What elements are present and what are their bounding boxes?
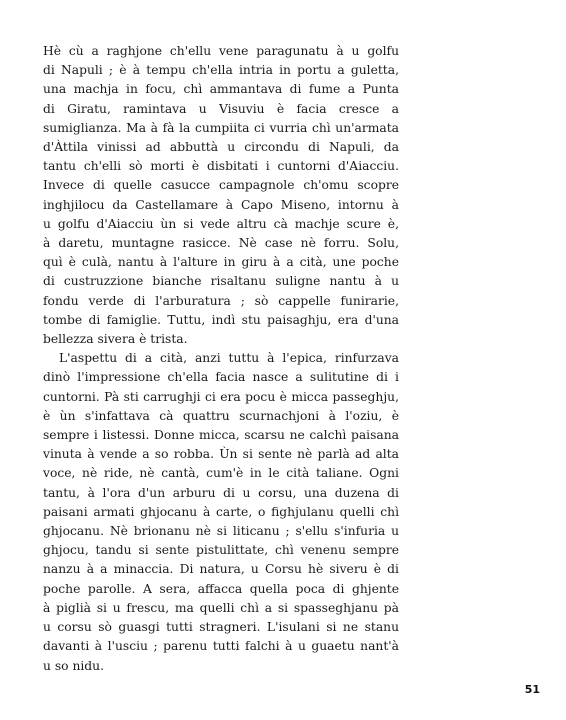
text-line: ghjocu, tandu si sente pistulittate, chì venenu sempre [43,543,399,558]
page-number: 51 [524,683,540,696]
text-line: di Napuli ; è à tempu ch'ella intria in portu a guletta, [43,63,399,78]
text-line: à daretu, muntagne rasicce. Nè case nè forru. Solu, [43,236,399,251]
text-line: paisani armati ghjocanu à carte, o fighjulanu quelli chì [43,504,399,519]
text-line: Invece di quelle casucce campagnole ch'omu scopre [43,178,399,193]
paragraph-1 [43,42,399,349]
text-line: tantu ch'elli sò morti è disbitati i cuntorni d'Aiacciu. [43,159,399,174]
text-line: cuntorni. Pà sti carrughji ci era pocu è micca passeghju, [43,389,399,404]
text-line: ghjocanu. Nè brionanu nè si liticanu ; s'ellu s'infuria u [43,524,399,539]
text-line: quì è culà, nantu à l'alture in giru à a cità, une poche [43,255,399,270]
body-text [43,42,399,676]
text-line: di Giratu, ramintava u Visuviu è facia cresce a [43,101,399,116]
text-line: tantu, à l'ora d'un arburu di u corsu, una duzena di [43,485,399,500]
text-line: à piglià si u frescu, ma quelli chì a si spasseghjanu pà [43,600,399,615]
text-line: u so nidu. [43,658,105,673]
text-line: d'Àttila vinissi ad abbuttà u circondu di Napuli, da [43,140,399,155]
text-line: bellezza sivera è trista. [43,332,188,347]
text-line: voce, nè ride, nè cantà, cum'è in le cità taliane. Ogni [43,466,399,481]
text-line: vinuta à vende a so robba. Ùn si sente nè parlà ad alta [43,447,399,462]
text-line: poche parolle. A sera, affacca quella poca di ghjente [43,581,399,596]
text-line: davanti à l'usciu ; parenu tutti falchi à u guaetu nant'à [43,639,399,654]
text-line: u golfu d'Aiacciu ùn si vede altru cà machje scure è, [43,216,399,231]
text-line: è ùn s'infattava cà quattru scurnachjoni à l'oziu, è [43,408,399,423]
text-line: sumiglianza. Ma à fà la cumpiita ci vurria chì un'armata [43,120,399,135]
text-line: Hè cù a raghjone ch'ellu vene paragunatu à u golfu [43,44,399,58]
text-line: fondu verde di l'arburatura ; sò cappelle funirarie, [43,293,399,308]
text-line: sempre i listessi. Donne micca, scarsu ne calchì paisana [43,428,399,443]
text-line: u corsu sò guasgi tutti stragneri. L'isulani si ne stanu [43,620,399,635]
text-line: nanzu à a minaccia. Di natura, u Corsu hè siveru è di [43,562,399,577]
paragraph-2 [43,349,399,675]
text-line: di custruzzione bianche risaltanu suligne nantu à u [43,274,399,289]
text-line: inghjilocu da Castellamare à Capo Miseno, intornu à [43,197,399,212]
text-line: tombe di famiglie. Tuttu, indì stu paisaghju, era d'una [43,312,399,327]
text-line: una machja in focu, chì ammantava di fume a Punta [43,82,399,97]
text-line: L'aspettu di a cità, anzi tuttu à l'epica, rinfurzava [59,351,399,366]
text-line: dinò l'impressione ch'ella facia nasce a sulitutine di i [43,370,399,385]
